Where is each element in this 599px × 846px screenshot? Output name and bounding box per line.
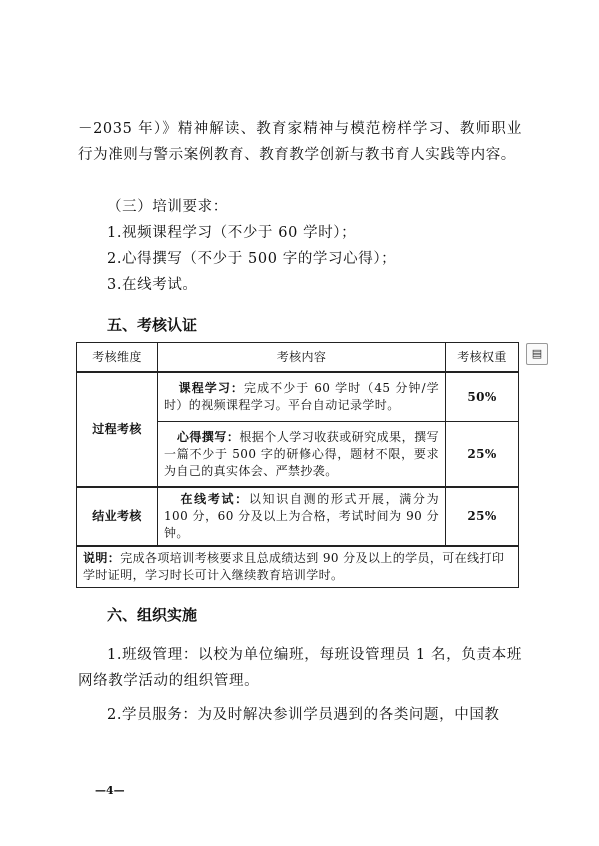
header-weight: 考核权重 — [446, 343, 519, 373]
row-text: 以知识自测的形式开展，满分为 100 分，60 分及以上为合格，考试时间为 90 分钟。 — [164, 492, 439, 540]
requirements-title: （三）培训要求： — [107, 199, 228, 215]
process-assessment-label: 过程考核 — [77, 372, 158, 487]
implementation-item-2: 2.学员服务：为及时解决参训学员遇到的各类问题，中国教 — [107, 707, 500, 723]
row-title: 课程学习： — [178, 381, 244, 395]
final-assessment-label: 结业考核 — [77, 487, 158, 546]
comment-box-icon[interactable]: ▤ — [526, 343, 548, 365]
row-content — [158, 487, 446, 546]
header-content: 考核内容 — [158, 343, 446, 373]
section-6-heading: 六、组织实施 — [107, 606, 198, 624]
row-text: 根据个人学习收获或研究成果，撰写一篇不少于 500 字的研修心得，题材不限，要求为自己的真实体会、严禁抄袭。 — [164, 429, 439, 478]
implementation-item-1: 1.班级管理：以校为单位编班，每班设管理员 1 名，负责本班网络教学活动的组织管理。 — [78, 647, 522, 689]
table-header-row — [77, 343, 519, 373]
row-content — [158, 422, 446, 488]
note-label: 说明： — [83, 551, 121, 565]
requirement-item-2: 2.心得撰写（不少于 500 字的学习心得）； — [107, 251, 397, 267]
table-row — [77, 372, 519, 422]
table-note — [77, 546, 519, 588]
table-row — [77, 487, 519, 546]
row-weight: 25% — [446, 422, 519, 488]
requirement-item-3: 3.在线考试。 — [107, 277, 198, 293]
header-dimension: 考核维度 — [77, 343, 158, 373]
row-title: 在线考试： — [180, 492, 249, 506]
row-content — [158, 372, 446, 422]
section-5-heading: 五、考核认证 — [107, 316, 198, 334]
page-number: —4— — [95, 784, 125, 797]
row-weight: 25% — [446, 487, 519, 546]
assessment-table — [76, 342, 519, 588]
row-title: 心得撰写： — [176, 429, 240, 444]
table-note-row — [77, 546, 519, 588]
row-text: 完成不少于 60 学时（45 分钟/学时）的视频课程学习。平台自动记录学时。 — [164, 381, 439, 412]
requirement-item-1: 1.视频课程学习（不少于 60 学时）； — [107, 225, 357, 241]
intro-paragraph: －2035 年）》精神解读、教育家精神与模范榜样学习、教师职业行为准则与警示案例教育、教育教学创新与教书育人实践等内容。 — [78, 121, 522, 163]
note-text: 完成各项培训考核要求且总成绩达到 90 分及以上的学员，可在线打印学时证明，学习时长可计入继续教育培训学时。 — [83, 551, 505, 582]
row-weight: 50% — [446, 372, 519, 422]
